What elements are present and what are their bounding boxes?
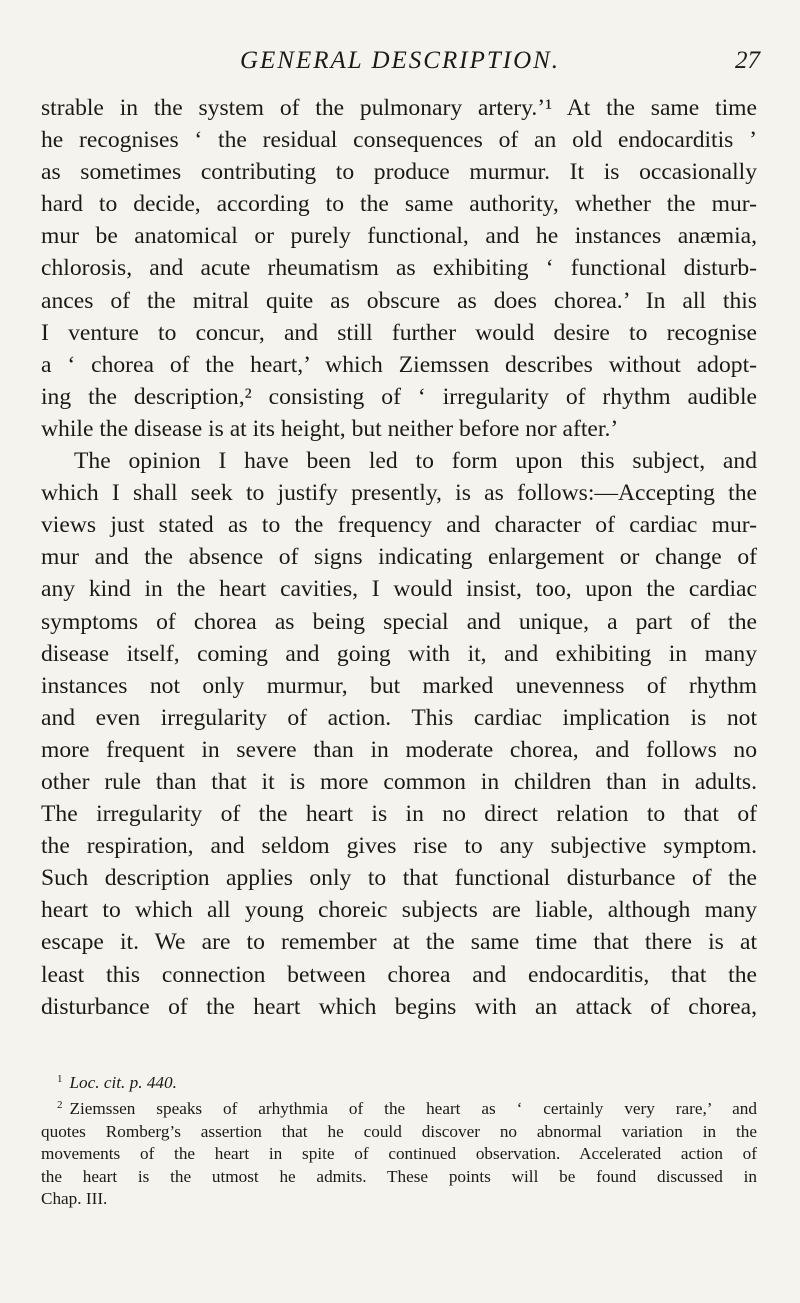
text-line: the respiration, and seldom gives rise to any subjective symptom. [41,833,757,860]
text-line: The irregularity of the heart is in no direct relation to that of [41,801,757,828]
footnote-text: Ziemssen speaks of arhythmia of the heart as ‘ certainly very rare,’ and [69,1099,757,1119]
text-line: chlorosis, and acute rheumatism as exhibiting ‘ functional disturb- [41,255,757,282]
footnote-line: quotes Romberg’s assertion that he could discover no abnormal variation in the [41,1121,757,1141]
text-line: least this connection between chorea and endocarditis, that the [41,961,757,988]
text-line: escape it. We are to remember at the same time that there is at [41,929,757,956]
running-title: GENERAL DESCRIPTION. [239,47,561,74]
text-line: which I shall seek to justify presently, is as follows:—Accepting the [41,480,757,507]
footnote-line: the heart is the utmost he admits. These points will be found discussed in [41,1166,757,1186]
text-line: any kind in the heart cavities, I would insist, too, upon the cardiac [41,576,757,603]
text-line: ing the description,² consisting of ‘ irregularity of rhythm audible [41,383,757,410]
text-line: Such description applies only to that functional disturbance of the [41,865,757,892]
footnote-2 [41,1094,757,1120]
footnote-marker: 1 [57,1073,63,1085]
text-line: while the disease is at its height, but neither before nor after.’ [41,415,619,442]
text-line: a ‘ chorea of the heart,’ which Ziemssen describes without adopt- [41,351,757,378]
footnote-1 [41,1068,757,1094]
text-line: symptoms of chorea as being special and unique, a part of the [41,608,757,635]
text-line: as sometimes contributing to produce murmur. It is occasionally [41,159,757,186]
footnote-marker: 2 [57,1099,63,1112]
text-line: I venture to concur, and still further would desire to recognise [41,319,757,346]
text-line: strable in the system of the pulmonary artery.’¹ At the same time [41,95,757,121]
text-line: disturbance of the heart which begins with an attack of chorea, [41,993,757,1020]
page-number: 27 [735,47,760,74]
text-line: other rule than that it is more common in children than in adults. [41,768,757,795]
footnote-line: Chap. III. [41,1189,108,1209]
footnotes [41,1068,757,1210]
body-text [41,92,757,1023]
text-line: and even irregularity of action. This cardiac implication is not [41,704,757,731]
text-line: mur be anatomical or purely functional, and he instances anæmia, [41,223,757,250]
running-head [40,47,760,87]
text-line: hard to decide, according to the same authority, whether the mur- [41,191,757,218]
footnote-text: Loc. cit. p. 440. [69,1073,177,1092]
text-line: instances not only murmur, but marked unevenness of rhythm [41,672,757,699]
text-line: mur and the absence of signs indicating enlargement or change of [41,544,757,571]
text-line: he recognises ‘ the residual consequences of an old endocarditis ’ [41,127,757,154]
text-line: The opinion I have been led to form upon this subject, and [74,448,757,475]
text-line: heart to which all young choreic subjects are liable, although many [41,897,757,924]
text-line: ances of the mitral quite as obscure as does chorea.’ In all this [41,287,757,314]
footnote-line: movements of the heart in spite of continued observation. Accelerated action of [41,1144,757,1164]
text-line: more frequent in severe than in moderate chorea, and follows no [41,736,757,763]
text-line: views just stated as to the frequency and character of cardiac mur- [41,512,757,539]
text-line: disease itself, coming and going with it, and exhibiting in many [41,640,757,667]
